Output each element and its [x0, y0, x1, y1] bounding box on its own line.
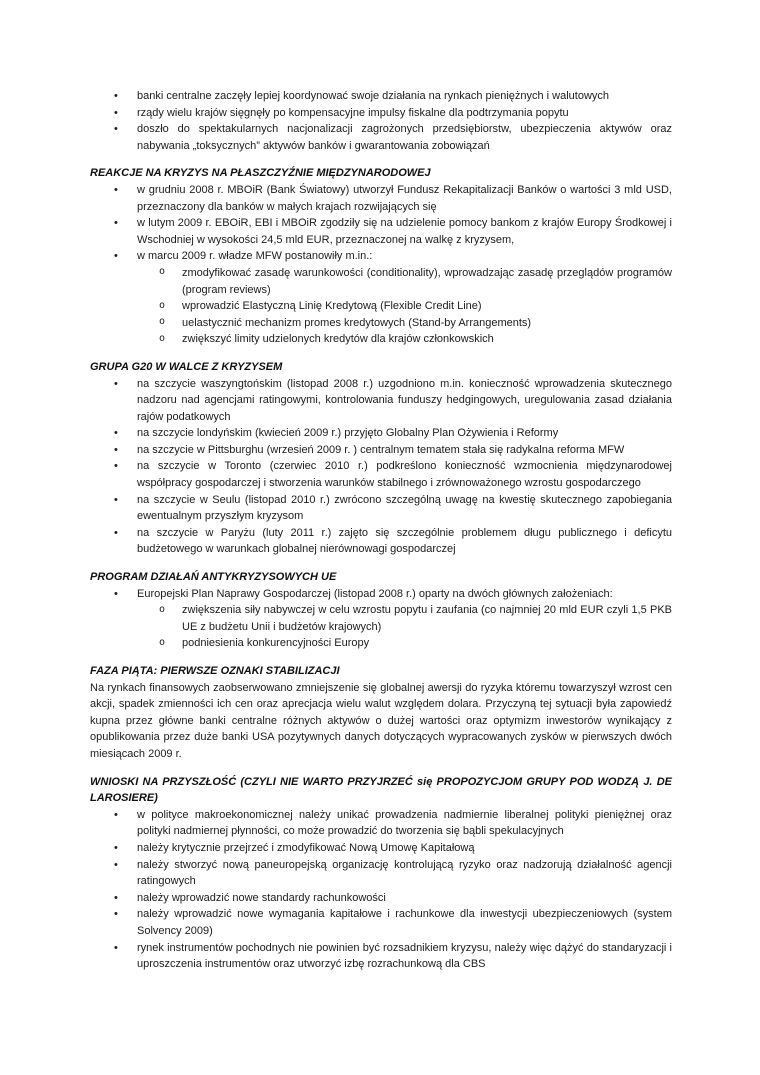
bullet-list	[90, 586, 672, 652]
sub-bullet-item	[90, 602, 672, 635]
document-content	[90, 88, 672, 973]
bullet-item	[90, 376, 672, 426]
bullet-list	[90, 88, 672, 154]
disc-bullet-icon: •	[114, 908, 118, 921]
document-section	[90, 359, 672, 558]
bullet-item-text: na szczycie w Pittsburghu (wrzesień 2009 r. ) centralnym tematem stała się radykalna reforma MFW	[137, 443, 625, 456]
circle-bullet-icon: o	[159, 299, 166, 311]
section-heading: REAKCJE NA KRYZYS NA PŁASZCZYŹNIE MIĘDZYNARODOWEJ	[90, 167, 431, 180]
bullet-item-text: należy wprowadzić nowe wymagania kapitałowe i rachunkowe dla inwestycji ubezpieczeniowych (system Solvency 2009)	[137, 908, 672, 937]
document-section	[90, 663, 672, 763]
bullet-item-text: Europejski Plan Naprawy Gospodarczej (listopad 2008 r.) oparty na dwóch głównych założeniach:	[137, 587, 613, 600]
sub-bullet-item	[90, 315, 672, 332]
circle-bullet-icon: o	[159, 316, 166, 328]
disc-bullet-icon: •	[114, 891, 118, 904]
section-heading: PROGRAM DZIAŁAŃ ANTYKRYZYSOWYCH UE	[90, 571, 337, 584]
bullet-item-text: na szczycie londyńskim (kwiecień 2009 r.) przyjęto Globalny Plan Ożywienia i Reformy	[137, 427, 559, 440]
disc-bullet-icon: •	[114, 526, 118, 539]
bullet-item-text: należy stworzyć nową paneuropejską organizację kontrolującą ryzyko oraz nadzorują działalność agencji ratingowych	[137, 858, 672, 888]
bullet-item-text: doszło do spektakularnych nacjonalizacji zagrożonych przedsiębiorstw, ubezpieczenia aktywów oraz nabywania „toksycznych” aktywów banków i gwarantowania zobowiązań	[137, 123, 672, 152]
circle-bullet-icon: o	[159, 266, 166, 278]
sub-bullet-item	[90, 331, 672, 348]
bullet-item	[90, 425, 672, 442]
bullet-item	[90, 857, 672, 890]
bullet-item	[90, 442, 672, 459]
section-heading: FAZA PIĄTA: PIERWSZE OZNAKI STABILIZACJI	[90, 665, 340, 677]
bullet-item-text: w marcu 2009 r. władze MFW postanowiły m.in.:	[137, 250, 373, 263]
bullet-item	[90, 586, 672, 603]
bullet-item-text: na szczycie w Toronto (czerwiec 2010 r.) podkreślono konieczność wzmocnienia międzynarodowej współpracy gospodarczej i stworzenia warunków stabilnego i zrównoważonego wzrostu gospodarczego	[137, 460, 672, 490]
bullet-item	[90, 890, 672, 907]
disc-bullet-icon: •	[114, 443, 118, 456]
bullet-item	[90, 492, 672, 525]
bullet-item-text: na szczycie w Seulu (listopad 2010 r.) zwrócono szczególną uwagę na kwestię skutecznego zapobiegania ewentualnym przyszłym kryzysom	[137, 493, 672, 523]
sub-bullet-item	[90, 298, 672, 315]
disc-bullet-icon: •	[114, 217, 118, 230]
sub-bullet-item-text: podniesienia konkurencyjności Europy	[182, 637, 370, 650]
circle-bullet-icon: o	[159, 636, 166, 648]
bullet-item-text: w lutym 2009 r. EBOiR, EBI i MBOiR zgodziły się na udzielenie pomocy bankom z krajów Europy Środkowej i Wschodniej w wysokości 24,5 mld EUR, przeznaczonej na walkę z kryzysem,	[137, 217, 672, 246]
circle-bullet-icon: o	[159, 332, 166, 344]
disc-bullet-icon: •	[114, 858, 118, 871]
sub-bullet-item-text: zwiększyć limity udzielonych kredytów dla krajów członkowskich	[182, 333, 494, 346]
bullet-item-text: rynek instrumentów pochodnych nie powinien być rozsadnikiem kryzysu, należy więc dążyć do standaryzacji i uproszczenia instrumentów oraz utworzyć izbę rozrachunkową dla CBS	[137, 941, 672, 971]
disc-bullet-icon: •	[114, 941, 118, 954]
disc-bullet-icon: •	[114, 377, 118, 390]
bullet-item	[90, 940, 672, 973]
bullet-item-text: na szczycie w Paryżu (luty 2011 r.) zajęto się szczególnie problemem długu publicznego i deficytu budżetowego w warunkach globalnej nierównowagi gospodarczej	[137, 526, 672, 556]
disc-bullet-icon: •	[114, 587, 118, 600]
sub-bullet-item-text: wprowadzić Elastyczną Linię Kredytową (Flexible Credit Line)	[182, 300, 482, 313]
bullet-item-text: w polityce makroekonomicznej należy unikać prowadzenia nadmiernie liberalnej polityki pieniężnej oraz polityki nadmiernej płynności, co może prowadzić do tworzenia się bąbli spekulacyjnych	[137, 808, 672, 838]
bullet-item	[90, 88, 672, 105]
disc-bullet-icon: •	[114, 808, 118, 821]
document-section	[90, 88, 672, 154]
bullet-list	[90, 182, 672, 348]
sub-bullet-item-text: zwiększenia siły nabywczej w celu wzrostu popytu i zaufania (co najmniej 20 mld EUR czyli 1,5 PKB UE z budżetu Unii i budżetów krajowych)	[182, 604, 672, 633]
sub-bullet-item	[90, 635, 672, 652]
bullet-item	[90, 458, 672, 491]
disc-bullet-icon: •	[114, 183, 118, 196]
disc-bullet-icon: •	[114, 427, 118, 440]
bullet-item	[90, 215, 672, 248]
bullet-item	[90, 248, 672, 265]
disc-bullet-icon: •	[114, 841, 118, 854]
bullet-item-text: rządy wielu krajów sięgnęły po kompensacyjne impulsy fiskalne dla podtrzymania popytu	[137, 106, 569, 119]
bullet-list	[90, 376, 672, 559]
disc-bullet-icon: •	[114, 460, 118, 473]
document-section	[90, 165, 672, 348]
document-section	[90, 569, 672, 652]
section-heading: GRUPA G20 W WALCE Z KRYZYSEM	[90, 360, 283, 373]
disc-bullet-icon: •	[114, 106, 118, 119]
bullet-item	[90, 807, 672, 840]
section-heading: WNIOSKI NA PRZYSZŁOŚĆ (CZYLI NIE WARTO PRZYJRZEĆ się PROPOZYCJOM GRUPY POD WODZĄ J. DE LAROSIERE)	[90, 775, 672, 805]
disc-bullet-icon: •	[114, 123, 118, 136]
bullet-item	[90, 840, 672, 857]
bullet-item	[90, 525, 672, 558]
circle-bullet-icon: o	[159, 603, 166, 615]
section-paragraph: Na rynkach finansowych zaobserwowano zmniejszenie się globalnej awersji do ryzyka któremu towarzyszył wzrost cen akcji, spadek zmienności ich cen oraz aprecjacja wielu walut względem dolara. Przyczyną tej sytuacji była zapowiedź kupna przez główne banki centralne różnych aktywów o dużej wartości oraz optymizm inwestorów wynikający z opublikowania przez duże banki USA pozytywnych danych dotyczących wypracowanych zysków w pierwszych dwóch miesiącach 2009 r.	[90, 681, 672, 760]
document-section	[90, 774, 672, 973]
bullet-item	[90, 121, 672, 154]
sub-bullet-item-text: zmodyfikować zasadę warunkowości (conditionality), wprowadzając zasadę przeglądów programów (program reviews)	[182, 266, 672, 296]
sub-bullet-item	[90, 265, 672, 298]
bullet-item-text: banki centralne zaczęły lepiej koordynować swoje działania na rynkach pieniężnych i walutowych	[137, 90, 610, 102]
bullet-item-text: w grudniu 2008 r. MBOiR (Bank Światowy) utworzył Fundusz Rekapitalizacji Banków o wartości 3 mld USD, przeznaczony dla banków w małych krajach rozwijających się	[137, 183, 672, 213]
bullet-item	[90, 105, 672, 122]
bullet-item-text: należy wprowadzić nowe standardy rachunkowości	[137, 891, 386, 904]
bullet-item	[90, 906, 672, 939]
sub-bullet-item-text: uelastycznić mechanizm promes kredytowych (Stand-by Arrangements)	[182, 316, 532, 329]
disc-bullet-icon: •	[114, 90, 118, 102]
bullet-item-text: należy krytycznie przejrzeć i zmodyfikować Nową Umowę Kapitałową	[137, 841, 475, 854]
disc-bullet-icon: •	[114, 493, 118, 506]
bullet-item	[90, 182, 672, 215]
disc-bullet-icon: •	[114, 250, 118, 263]
bullet-list	[90, 807, 672, 973]
bullet-item-text: na szczycie waszyngtońskim (listopad 2008 r.) uzgodniono m.in. konieczność wprowadzenia skutecznego nadzoru nad agencjami ratingowymi, kontrolowania funduszy hedgingowych, uregulowania zasad działania rajów podatkowych	[137, 377, 672, 423]
